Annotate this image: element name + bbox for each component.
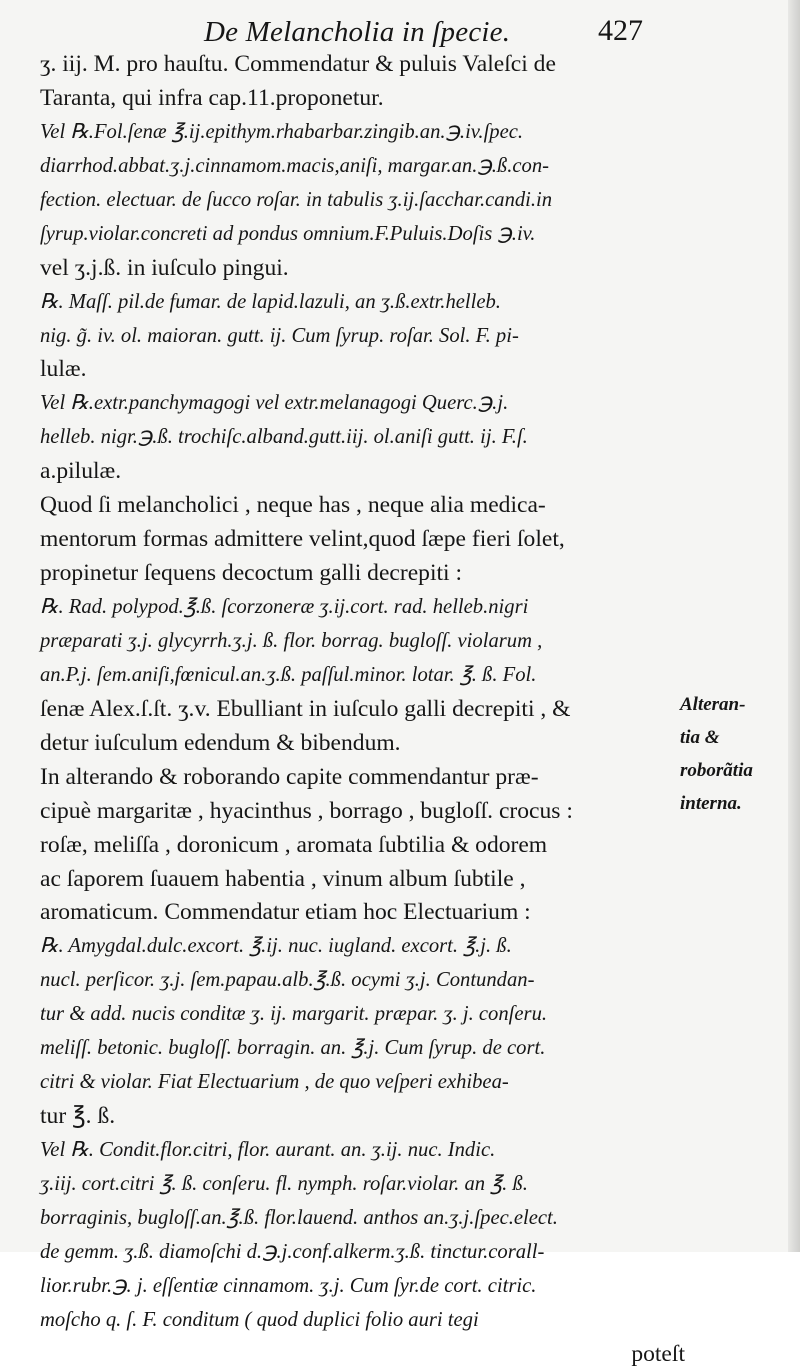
text-line: ʒ. iij. M. pro hauſtu. Commendatur & puluis Valeſci de: [40, 51, 556, 77]
text-line: aromaticum. Commendatur etiam hoc Electuarium :: [40, 899, 531, 926]
text-line: tur & add. nucis conditæ ʒ. ij. margarit. præpar. ʒ. j. conſeru.: [40, 1003, 548, 1026]
text-line: lior.rubr.℈. j. eſſentiæ cinnamom. ʒ.j. Cum ſyr.de cort. citric.: [40, 1274, 537, 1297]
text-line: tur ℥. ß.: [40, 1103, 116, 1130]
text-line: lulæ.: [40, 356, 87, 383]
text-line: de gemm. ʒ.ß. diamoſchi d.℈.j.conf.alkerm.ʒ.ß. tinctur.corall-: [40, 1240, 545, 1263]
margin-note: [680, 688, 798, 820]
text-line: meliſſ. betonic. bugloſſ. borragin. an. ℥.j. Cum ſyrup. de cort.: [40, 1037, 546, 1060]
margin-note-line: roborãtia: [680, 760, 753, 781]
text-line: præparati ʒ.j. glycyrrh.ʒ.j. ß. flor. borrag. bugloſſ. violarum ,: [40, 629, 543, 652]
text-line: fection. electuar. de ſucco roſar. in tabulis ʒ.ij.ſacchar.candi.in: [40, 188, 553, 211]
margin-note-line: Alteran-: [680, 694, 746, 715]
text-line: Vel ℞.extr.panchymagogi vel extr.melanagogi Querc.℈.j.: [40, 392, 509, 415]
page-number: 427: [598, 14, 643, 47]
text-line: detur iuſculum edendum & bibendum.: [40, 729, 401, 756]
text-line: ℞. Maſſ. pil.de fumar. de lapid.lazuli, an ʒ.ß.extr.helleb.: [40, 290, 501, 313]
text-line: citri & violar. Fiat Electuarium , de quo veſperi exhibea-: [40, 1071, 509, 1094]
text-line: poteſt: [631, 1340, 685, 1367]
text-line: ſenæ Alex.ſ.ſt. ʒ.v. Ebulliant in iuſculo galli decrepiti , &: [40, 695, 571, 722]
text-line: borraginis, bugloſſ.an.℥.ß. flor.lauend. anthos an.ʒ.j.ſpec.elect.: [40, 1206, 558, 1229]
margin-note-line: interna.: [680, 793, 742, 814]
margin-note-line: tia &: [680, 727, 720, 748]
text-line: ʒ.iij. cort.citri ℥. ß. conſeru. fl. nymph. roſar.violar. an ℥. ß.: [40, 1172, 528, 1195]
text-line: mentorum formas admittere velint,quod ſæpe fieri ſolet,: [40, 526, 565, 553]
text-line: an.P.j. ſem.aniſi,fœnicul.an.ʒ.ß. paſſul.minor. lotar. ℥. ß. Fol.: [40, 663, 537, 686]
text-line: Vel ℞.Fol.ſenæ ℥.ij.epithym.rhabarbar.zingib.an.℈.iv.ſpec.: [40, 120, 524, 143]
text-line: ℞. Amygdal.dulc.excort. ℥.ij. nuc. iugland. excort. ℥.j. ß.: [40, 935, 512, 958]
text-line: a.pilulæ.: [40, 458, 122, 485]
text-line: propinetur ſequens decoctum galli decrepiti :: [40, 560, 463, 587]
text-line: roſæ, meliſſa , doronicum , aromata ſubtilia & odorem: [40, 831, 548, 858]
text-line: nig. g̃. iv. ol. maioran. gutt. ij. Cum ſyrup. roſar. Sol. F. pi-: [40, 324, 519, 347]
body-text: [40, 48, 685, 1372]
text-line: diarrhod.abbat.ʒ.j.cinnamom.macis,aniſi, margar.an.℈.ß.con-: [40, 154, 550, 177]
text-line: ac ſaporem ſuauem habentia , vinum album ſubtile ,: [40, 865, 526, 892]
text-line: ℞. Rad. polypod.℥.ß. ſcorzoneræ ʒ.ij.cort. rad. helleb.nigri: [40, 596, 529, 618]
text-line: Vel ℞. Condit.flor.citri, flor. aurant. an. ʒ.ij. nuc. Indic.: [40, 1139, 496, 1161]
text-line: vel ʒ.j.ß. in iuſculo pingui.: [40, 254, 289, 281]
text-line: Quod ſi melancholici , neque has , neque alia medica-: [40, 492, 546, 519]
text-line: cipuè margaritæ , hyacinthus , borrago , bugloſſ. crocus :: [40, 797, 573, 824]
text-line: In alterando & roborando capite commendantur præ-: [40, 763, 539, 790]
text-line: Taranta, qui infra cap.11.proponetur.: [40, 84, 384, 111]
running-title: De Melancholia in ſpecie.: [204, 16, 511, 48]
page-edge-shadow: [788, 0, 800, 1252]
text-line: helleb. nigr.℈.ß. trochiſc.alband.gutt.iij. ol.aniſi gutt. ij. F.ſ.: [40, 426, 528, 449]
text-line: moſcho q. ſ. F. conditum ( quod duplici folio auri tegi: [40, 1308, 479, 1331]
text-line: nucl. perſicor. ʒ.j. ſem.papau.alb.℥.ß. ocymi ʒ.j. Contundan-: [40, 969, 535, 992]
text-line: ſyrup.violar.concreti ad pondus omnium.F.Puluis.Doſis ℈.iv.: [40, 222, 536, 245]
